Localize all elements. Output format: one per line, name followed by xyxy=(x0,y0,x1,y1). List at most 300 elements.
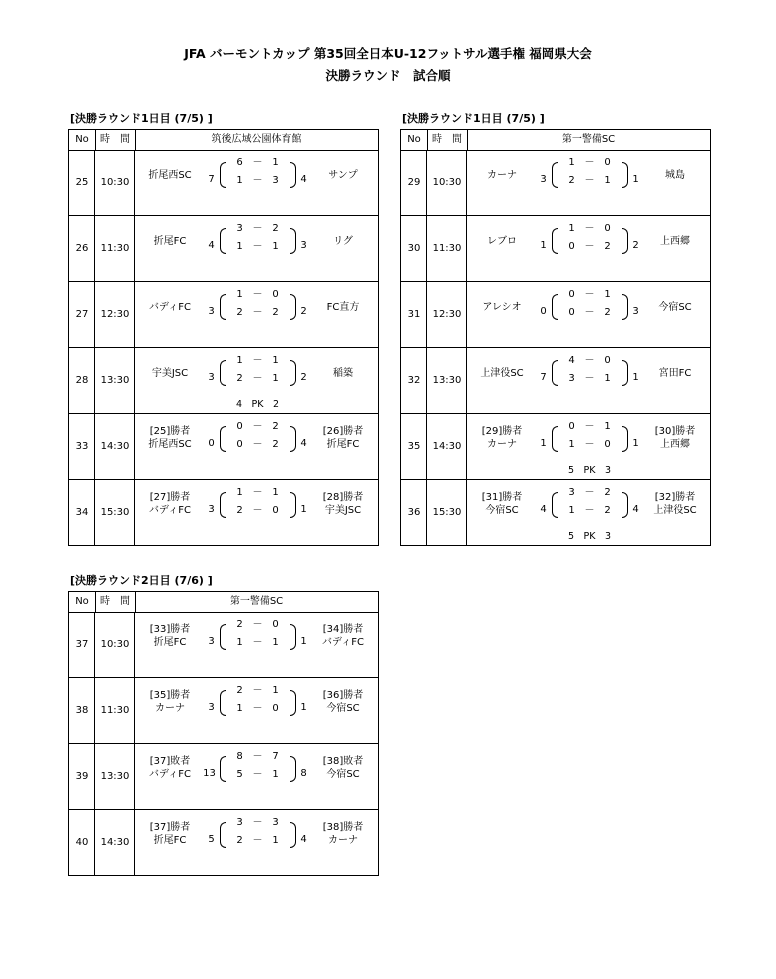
home-team-seed: [37]勝者 xyxy=(149,822,191,833)
match-time: 11:30 xyxy=(100,243,130,254)
dash: － xyxy=(252,817,263,828)
home-team-seed: [33]勝者 xyxy=(149,624,191,635)
dash: － xyxy=(252,637,263,648)
first-half-away: 1 xyxy=(272,355,279,366)
home-team xyxy=(135,367,205,380)
page-subtitle: 決勝ラウンド 試合順 xyxy=(325,68,451,83)
penalty-kick-result: 4 PK 2 xyxy=(235,399,280,410)
dash: － xyxy=(252,289,263,300)
away-team-seed: [34]勝者 xyxy=(322,624,364,635)
away-team-name: カーナ xyxy=(328,835,358,846)
second-half-home: 1 xyxy=(568,505,575,516)
first-half-away: 0 xyxy=(272,289,279,300)
away-score: 2 xyxy=(632,240,639,251)
home-team-name: カーナ xyxy=(487,439,517,450)
home-score: 3 xyxy=(208,702,215,713)
second-half-home: 5 xyxy=(236,769,243,780)
match-no: 40 xyxy=(75,837,89,848)
second-half-home: 1 xyxy=(236,637,243,648)
second-half-score xyxy=(222,372,294,386)
first-half-home: 3 xyxy=(236,817,243,828)
away-team xyxy=(640,301,710,314)
away-team-name: 城島 xyxy=(665,170,685,181)
first-half-home: 3 xyxy=(568,487,575,498)
away-team-seed: [28]勝者 xyxy=(322,492,364,503)
home-team-seed: [25]勝者 xyxy=(149,426,191,437)
second-half-score xyxy=(222,636,294,650)
second-half-score xyxy=(222,768,294,782)
second-half-home: 3 xyxy=(568,373,575,384)
away-team xyxy=(308,491,378,517)
header-time: 時 間 xyxy=(427,130,468,150)
dash: － xyxy=(252,751,263,762)
table-row xyxy=(401,348,710,414)
header-no: No xyxy=(69,592,96,612)
away-team-name: サンプ xyxy=(328,170,358,181)
first-half-score xyxy=(554,486,626,500)
first-half-score xyxy=(554,222,626,236)
header-time: 時 間 xyxy=(95,592,136,612)
match-no: 31 xyxy=(407,309,421,320)
away-team xyxy=(640,491,710,517)
second-half-home: 1 xyxy=(568,439,575,450)
table-header xyxy=(68,591,379,613)
table-row xyxy=(69,282,378,348)
second-half-away: 2 xyxy=(272,307,279,318)
first-half-away: 1 xyxy=(272,157,279,168)
home-team xyxy=(135,169,205,182)
home-team-name: 折尾西SC xyxy=(148,170,192,181)
second-half-score xyxy=(554,504,626,518)
second-half-away: 0 xyxy=(604,439,611,450)
home-score: 7 xyxy=(208,174,215,185)
second-half-away: 0 xyxy=(272,703,279,714)
table-header xyxy=(400,129,711,151)
dash: － xyxy=(252,505,263,516)
away-score: 3 xyxy=(632,306,639,317)
away-team xyxy=(308,235,378,248)
away-team xyxy=(308,755,378,781)
first-half-home: 4 xyxy=(568,355,575,366)
away-team-seed: [38]勝者 xyxy=(322,822,364,833)
table-body xyxy=(68,612,379,876)
match-no: 29 xyxy=(407,177,421,188)
first-half-home: 0 xyxy=(568,289,575,300)
away-score: 1 xyxy=(632,372,639,383)
section-heading: [決勝ラウンド1日目 (7/5) ] xyxy=(402,112,545,125)
second-half-away: 3 xyxy=(272,175,279,186)
dash: － xyxy=(252,619,263,630)
home-team-name: 折尾FC xyxy=(153,637,187,648)
table-body xyxy=(400,150,711,546)
table-row xyxy=(401,480,710,546)
first-half-away: 0 xyxy=(604,223,611,234)
dash: － xyxy=(584,307,595,318)
first-half-score xyxy=(222,618,294,632)
dash: － xyxy=(252,355,263,366)
table-row xyxy=(69,216,378,282)
second-half-score xyxy=(222,306,294,320)
away-team-name: 今宿SC xyxy=(326,703,360,714)
home-team xyxy=(467,235,537,248)
second-half-away: 2 xyxy=(272,439,279,450)
first-half-home: 1 xyxy=(568,157,575,168)
dash: － xyxy=(252,307,263,318)
match-no: 36 xyxy=(407,507,421,518)
away-score: 8 xyxy=(300,768,307,779)
home-team xyxy=(135,755,205,781)
match-time: 10:30 xyxy=(100,177,130,188)
away-team xyxy=(640,425,710,451)
away-score: 2 xyxy=(300,306,307,317)
second-half-score xyxy=(222,438,294,452)
first-half-away: 1 xyxy=(604,289,611,300)
section-heading: [決勝ラウンド1日目 (7/5) ] xyxy=(70,112,213,125)
home-team xyxy=(467,169,537,182)
home-team-seed: [35]勝者 xyxy=(149,690,191,701)
home-team-name: 今宿SC xyxy=(485,505,519,516)
match-time: 10:30 xyxy=(100,639,130,650)
away-team-name: リグ xyxy=(333,236,353,247)
match-time: 13:30 xyxy=(100,375,130,386)
header-no: No xyxy=(69,130,96,150)
away-score: 4 xyxy=(300,438,307,449)
home-score: 4 xyxy=(208,240,215,251)
match-no: 26 xyxy=(75,243,89,254)
away-team-seed: [30]勝者 xyxy=(654,426,696,437)
match-time: 11:30 xyxy=(100,705,130,716)
header-venue: 第一警備SC xyxy=(561,134,616,145)
first-half-away: 3 xyxy=(272,817,279,828)
second-half-score xyxy=(554,174,626,188)
second-half-score xyxy=(554,438,626,452)
first-half-score xyxy=(554,354,626,368)
away-team-seed: [26]勝者 xyxy=(322,426,364,437)
first-half-score xyxy=(222,816,294,830)
second-half-score xyxy=(222,240,294,254)
first-half-away: 7 xyxy=(272,751,279,762)
first-half-home: 0 xyxy=(236,421,243,432)
match-time: 14:30 xyxy=(100,837,130,848)
home-team-name: バディFC xyxy=(149,769,191,780)
match-time: 11:30 xyxy=(432,243,462,254)
dash: － xyxy=(584,487,595,498)
table-row xyxy=(401,216,710,282)
away-score: 2 xyxy=(300,372,307,383)
second-half-score xyxy=(222,504,294,518)
table-row xyxy=(69,678,378,744)
dash: － xyxy=(584,241,595,252)
home-score: 1 xyxy=(540,438,547,449)
match-no: 33 xyxy=(75,441,89,452)
match-no: 38 xyxy=(75,705,89,716)
away-score: 1 xyxy=(300,636,307,647)
away-team xyxy=(308,821,378,847)
first-half-score xyxy=(222,420,294,434)
dash: － xyxy=(252,703,263,714)
home-team-name: バディFC xyxy=(149,505,191,516)
home-team-seed: [27]勝者 xyxy=(149,492,191,503)
first-half-score xyxy=(222,156,294,170)
second-half-home: 2 xyxy=(568,175,575,186)
table-row xyxy=(401,414,710,480)
first-half-score xyxy=(222,288,294,302)
second-half-score xyxy=(554,372,626,386)
home-team-seed: [29]勝者 xyxy=(481,426,523,437)
away-team xyxy=(308,623,378,649)
second-half-home: 0 xyxy=(236,439,243,450)
second-half-away: 1 xyxy=(272,373,279,384)
match-time: 12:30 xyxy=(100,309,130,320)
first-half-home: 1 xyxy=(568,223,575,234)
away-team-name: 宮田FC xyxy=(658,368,692,379)
header-no: No xyxy=(401,130,428,150)
match-no: 28 xyxy=(75,375,89,386)
first-half-score xyxy=(222,684,294,698)
dash: － xyxy=(584,439,595,450)
home-team xyxy=(135,235,205,248)
home-team-name: レブロ xyxy=(487,236,517,247)
home-team xyxy=(135,425,205,451)
second-half-away: 1 xyxy=(604,373,611,384)
home-team-seed: [37]敗者 xyxy=(149,756,191,767)
home-team-name: カーナ xyxy=(487,170,517,181)
home-score: 7 xyxy=(540,372,547,383)
first-half-home: 1 xyxy=(236,355,243,366)
dash: － xyxy=(584,355,595,366)
second-half-home: 2 xyxy=(236,505,243,516)
away-score: 1 xyxy=(632,438,639,449)
first-half-home: 2 xyxy=(236,685,243,696)
page-title: JFA バーモントカップ 第35回全日本U-12フットサル選手権 福岡県大会 xyxy=(184,46,592,61)
second-half-score xyxy=(554,306,626,320)
home-score: 3 xyxy=(208,372,215,383)
home-team-name: 宇美JSC xyxy=(151,368,189,379)
second-half-away: 2 xyxy=(604,505,611,516)
home-team-name: バディFC xyxy=(149,302,191,313)
match-time: 15:30 xyxy=(100,507,130,518)
home-team-name: アレシオ xyxy=(482,302,522,313)
second-half-home: 1 xyxy=(236,703,243,714)
away-team xyxy=(640,235,710,248)
second-half-home: 2 xyxy=(236,835,243,846)
match-no: 27 xyxy=(75,309,89,320)
away-score: 4 xyxy=(300,174,307,185)
away-team-name: FC直方 xyxy=(326,302,360,313)
away-team xyxy=(640,367,710,380)
dash: － xyxy=(252,685,263,696)
match-time: 12:30 xyxy=(432,309,462,320)
match-time: 15:30 xyxy=(432,507,462,518)
home-team xyxy=(135,689,205,715)
away-team-name: 宇美JSC xyxy=(324,505,362,516)
first-half-score xyxy=(554,156,626,170)
first-half-home: 8 xyxy=(236,751,243,762)
table-row xyxy=(69,348,378,414)
dash: － xyxy=(584,175,595,186)
match-no: 39 xyxy=(75,771,89,782)
table-header xyxy=(68,129,379,151)
table-row xyxy=(401,150,710,216)
table-row xyxy=(69,480,378,546)
second-half-home: 2 xyxy=(236,373,243,384)
match-time: 13:30 xyxy=(100,771,130,782)
away-team-name: 上西郷 xyxy=(660,236,690,247)
dash: － xyxy=(252,439,263,450)
home-team-name: カーナ xyxy=(155,703,185,714)
second-half-away: 1 xyxy=(272,637,279,648)
dash: － xyxy=(584,223,595,234)
first-half-away: 0 xyxy=(604,355,611,366)
first-half-away: 0 xyxy=(272,619,279,630)
away-team-name: 上西郷 xyxy=(660,439,690,450)
first-half-home: 3 xyxy=(236,223,243,234)
match-no: 25 xyxy=(75,177,89,188)
first-half-score xyxy=(554,288,626,302)
dash: － xyxy=(584,289,595,300)
table-row xyxy=(401,282,710,348)
table-body xyxy=(68,150,379,546)
away-team xyxy=(640,169,710,182)
table-row xyxy=(69,744,378,810)
away-team xyxy=(308,425,378,451)
table-row xyxy=(69,810,378,876)
home-team-name: 上津役SC xyxy=(480,368,524,379)
away-team-name: 今宿SC xyxy=(658,302,692,313)
table-row xyxy=(69,150,378,216)
dash: － xyxy=(252,835,263,846)
away-score: 1 xyxy=(632,174,639,185)
away-team-seed: [36]勝者 xyxy=(322,690,364,701)
first-half-score xyxy=(222,354,294,368)
home-team-name: 折尾FC xyxy=(153,236,187,247)
away-team-name: 今宿SC xyxy=(326,769,360,780)
dash: － xyxy=(252,157,263,168)
away-team-name: 上津役SC xyxy=(653,505,697,516)
home-score: 3 xyxy=(208,504,215,515)
match-time: 14:30 xyxy=(100,441,130,452)
away-score: 4 xyxy=(632,504,639,515)
dash: － xyxy=(252,223,263,234)
second-half-away: 1 xyxy=(272,835,279,846)
home-team xyxy=(135,491,205,517)
second-half-score xyxy=(222,834,294,848)
second-half-away: 1 xyxy=(272,769,279,780)
match-time: 14:30 xyxy=(432,441,462,452)
away-team-name: 稲築 xyxy=(333,368,353,379)
away-team xyxy=(308,689,378,715)
match-time: 10:30 xyxy=(432,177,462,188)
penalty-kick-result: 5 PK 3 xyxy=(567,465,612,476)
home-score: 3 xyxy=(208,636,215,647)
first-half-score xyxy=(222,222,294,236)
match-no: 35 xyxy=(407,441,421,452)
dash: － xyxy=(584,421,595,432)
home-score: 5 xyxy=(208,834,215,845)
dash: － xyxy=(584,373,595,384)
section-heading: [決勝ラウンド2日目 (7/6) ] xyxy=(70,574,213,587)
first-half-away: 0 xyxy=(604,157,611,168)
away-team xyxy=(308,169,378,182)
away-team-seed: [38]敗者 xyxy=(322,756,364,767)
second-half-away: 1 xyxy=(272,241,279,252)
header-venue: 筑後広域公園体育館 xyxy=(211,134,302,145)
dash: － xyxy=(252,241,263,252)
header-venue: 第一警備SC xyxy=(229,596,284,607)
dash: － xyxy=(584,157,595,168)
second-half-score xyxy=(222,174,294,188)
home-score: 0 xyxy=(208,438,215,449)
first-half-away: 1 xyxy=(272,487,279,498)
first-half-score xyxy=(222,750,294,764)
dash: － xyxy=(252,769,263,780)
home-team xyxy=(467,491,537,517)
home-team xyxy=(467,367,537,380)
away-score: 4 xyxy=(300,834,307,845)
penalty-kick-result: 5 PK 3 xyxy=(567,531,612,542)
home-team xyxy=(467,425,537,451)
home-team xyxy=(135,623,205,649)
second-half-away: 2 xyxy=(604,307,611,318)
match-no: 37 xyxy=(75,639,89,650)
second-half-home: 2 xyxy=(236,307,243,318)
home-team-seed: [31]勝者 xyxy=(481,492,523,503)
header-time: 時 間 xyxy=(95,130,136,150)
away-team-name: バディFC xyxy=(322,637,364,648)
second-half-home: 0 xyxy=(568,241,575,252)
second-half-score xyxy=(554,240,626,254)
match-time: 13:30 xyxy=(432,375,462,386)
first-half-home: 2 xyxy=(236,619,243,630)
home-score: 3 xyxy=(540,174,547,185)
away-score: 1 xyxy=(300,504,307,515)
home-score: 13 xyxy=(203,768,216,779)
home-team xyxy=(135,301,205,314)
first-half-away: 2 xyxy=(272,421,279,432)
second-half-away: 2 xyxy=(604,241,611,252)
first-half-score xyxy=(554,420,626,434)
away-team-name: 折尾FC xyxy=(326,439,360,450)
home-team xyxy=(135,821,205,847)
match-no: 34 xyxy=(75,507,89,518)
second-half-score xyxy=(222,702,294,716)
home-score: 0 xyxy=(540,306,547,317)
first-half-away: 2 xyxy=(272,223,279,234)
away-team xyxy=(308,367,378,380)
first-half-away: 1 xyxy=(272,685,279,696)
dash: － xyxy=(584,505,595,516)
away-score: 1 xyxy=(300,702,307,713)
dash: － xyxy=(252,487,263,498)
schedule-table xyxy=(68,129,379,546)
schedule-table xyxy=(400,129,711,546)
home-score: 4 xyxy=(540,504,547,515)
home-team xyxy=(467,301,537,314)
dash: － xyxy=(252,373,263,384)
second-half-away: 1 xyxy=(604,175,611,186)
second-half-home: 1 xyxy=(236,175,243,186)
home-team-name: 折尾FC xyxy=(153,835,187,846)
away-team xyxy=(308,301,378,314)
match-no: 32 xyxy=(407,375,421,386)
away-team-seed: [32]勝者 xyxy=(654,492,696,503)
table-row xyxy=(69,414,378,480)
second-half-home: 0 xyxy=(568,307,575,318)
first-half-score xyxy=(222,486,294,500)
first-half-home: 1 xyxy=(236,289,243,300)
first-half-away: 1 xyxy=(604,421,611,432)
away-score: 3 xyxy=(300,240,307,251)
